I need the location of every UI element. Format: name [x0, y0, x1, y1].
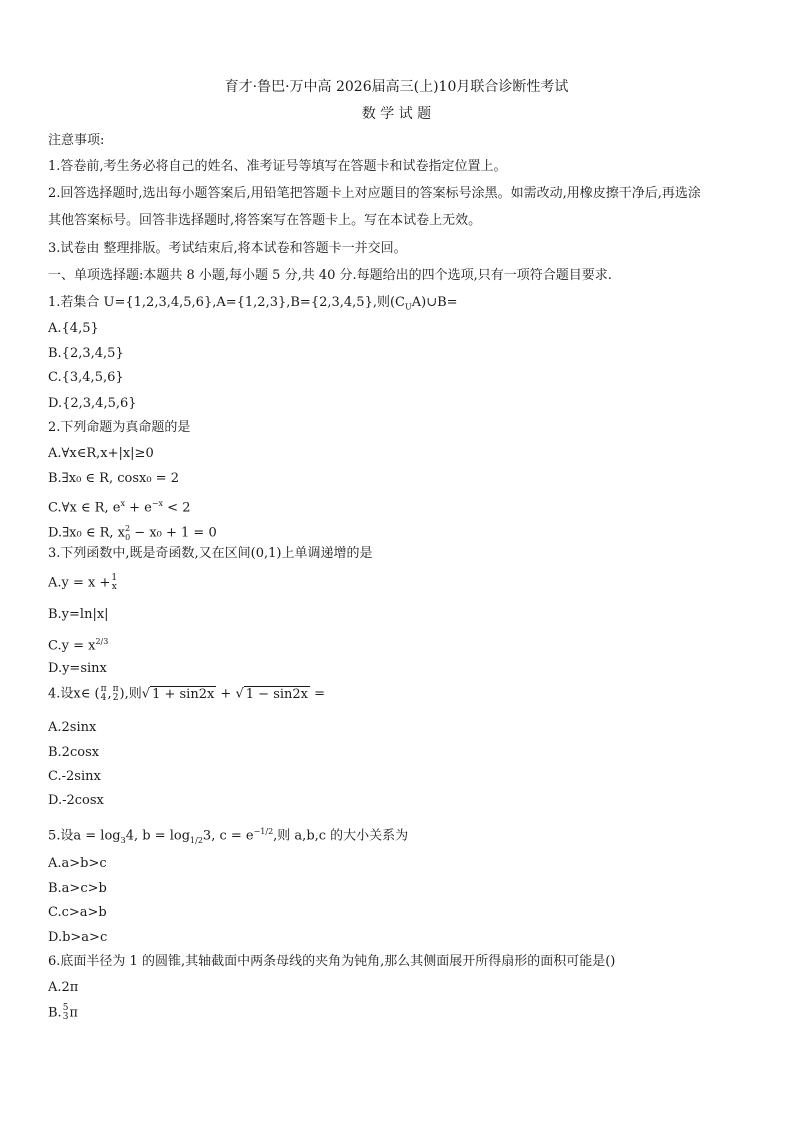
question-4-option-b: B.2cosx [48, 745, 100, 760]
question-1-option-c: C.{3,4,5,6} [48, 370, 124, 385]
question-6-stem: 6.底面半径为 1 的圆锥,其轴截面中两条母线的夹角为钝角,那么其侧面展开所得扇形的面积可能是() [48, 954, 616, 969]
question-4-option-d: D.-2cosx [48, 793, 104, 808]
notice-heading: 注意事项: [48, 133, 105, 148]
notice-item-2-cont: 其他答案标号。回答非选择题时,将答案写在答题卡上。写在本试卷上无效。 [48, 213, 482, 228]
question-1-option-a: A.{4,5} [48, 321, 99, 336]
question-3-option-c: $C.y = x^{2/3}$ [48, 637, 109, 654]
question-1-stem: 1.若集合 U={1,2,3,4,5,6},A={1,2,3},B={2,3,4,5},则$(C_UA)\cup B=$ [48, 295, 458, 312]
question-3-option-d: D.y=sinx [48, 661, 107, 676]
question-5-stem: 5.设$a = \log_34$, $b = \log_{1/2}3$, $c = e^{-1/2}$,则 a,b,c 的大小关系为 [48, 827, 409, 845]
sqrt-expression: 1 + sin2x [152, 686, 215, 702]
notice-item-2: 2.回答选择题时,选出每小题答案后,用铅笔把答题卡上对应题目的答案标号涂黑。如需改动,用橡皮擦干净后,再选涂 [48, 186, 701, 201]
question-6-option-b: B. 5 3 π [48, 1003, 78, 1022]
notice-item-3: 3.试卷由 整理排版。考试结束后,将本试卷和答题卡一并交回。 [48, 241, 407, 256]
question-5-option-a: A.a>b>c [48, 856, 107, 871]
question-2-option-d: D.∃x₀ ∈ R, $x^2_0 - x_0 + 1 = 0$ [48, 524, 217, 542]
question-5-option-b: B.a>c>b [48, 881, 107, 896]
fraction: π 2 [112, 684, 119, 703]
notice-item-1: 1.答卷前,考生务必将自己的姓名、准考证号等填写在答题卡和试卷指定位置上。 [48, 159, 507, 174]
question-3-option-b: B.y=ln|x| [48, 607, 109, 622]
question-4-option-c: C.-2sinx [48, 769, 101, 784]
exam-title: 育才·鲁巴·万中高 2026届高三(上)10月联合诊断性考试 [224, 79, 569, 95]
fraction: 1 x [111, 573, 118, 592]
exam-subtitle: 数 学 试 题 [361, 106, 432, 122]
sqrt-expression: 1 − sin2x [245, 686, 308, 702]
question-1-option-d: D.{2,3,4,5,6} [48, 396, 137, 411]
question-5-option-c: C.c>a>b [48, 905, 107, 920]
question-1-option-b: B.{2,3,4,5} [48, 346, 124, 361]
question-4-option-a: A.2sinx [48, 720, 97, 735]
fraction: π 4 [100, 684, 107, 703]
question-5-option-d: D.b>a>c [48, 930, 108, 945]
question-4-stem: 4.设x∈ ( π 4 , π 2 ),则√ 1 + sin2x + √ 1 − sin2x = [48, 684, 326, 703]
question-3-option-a: A.y = x + 1 x [48, 573, 118, 592]
section-heading: 一、单项选择题:本题共 8 小题,每小题 5 分,共 40 分.每题给出的四个选项,只有一项符合题目要求. [48, 268, 612, 283]
question-3-stem: 3.下列函数中,既是奇函数,又在区间(0,1)上单调递增的是 [48, 546, 373, 561]
question-2-option-c: C.∀x ∈ R, $e^x + e^{-x} < 2$ [48, 499, 191, 516]
fraction: 5 3 [62, 1003, 69, 1022]
question-2-option-b: B.∃x₀ ∈ R, cosx₀ = 2 [48, 471, 179, 486]
question-2-stem: 2.下列命题为真命题的是 [48, 420, 191, 435]
question-6-option-a: A.2π [48, 980, 79, 995]
question-2-option-a: A.∀x∈R,x+|x|≥0 [48, 446, 154, 461]
